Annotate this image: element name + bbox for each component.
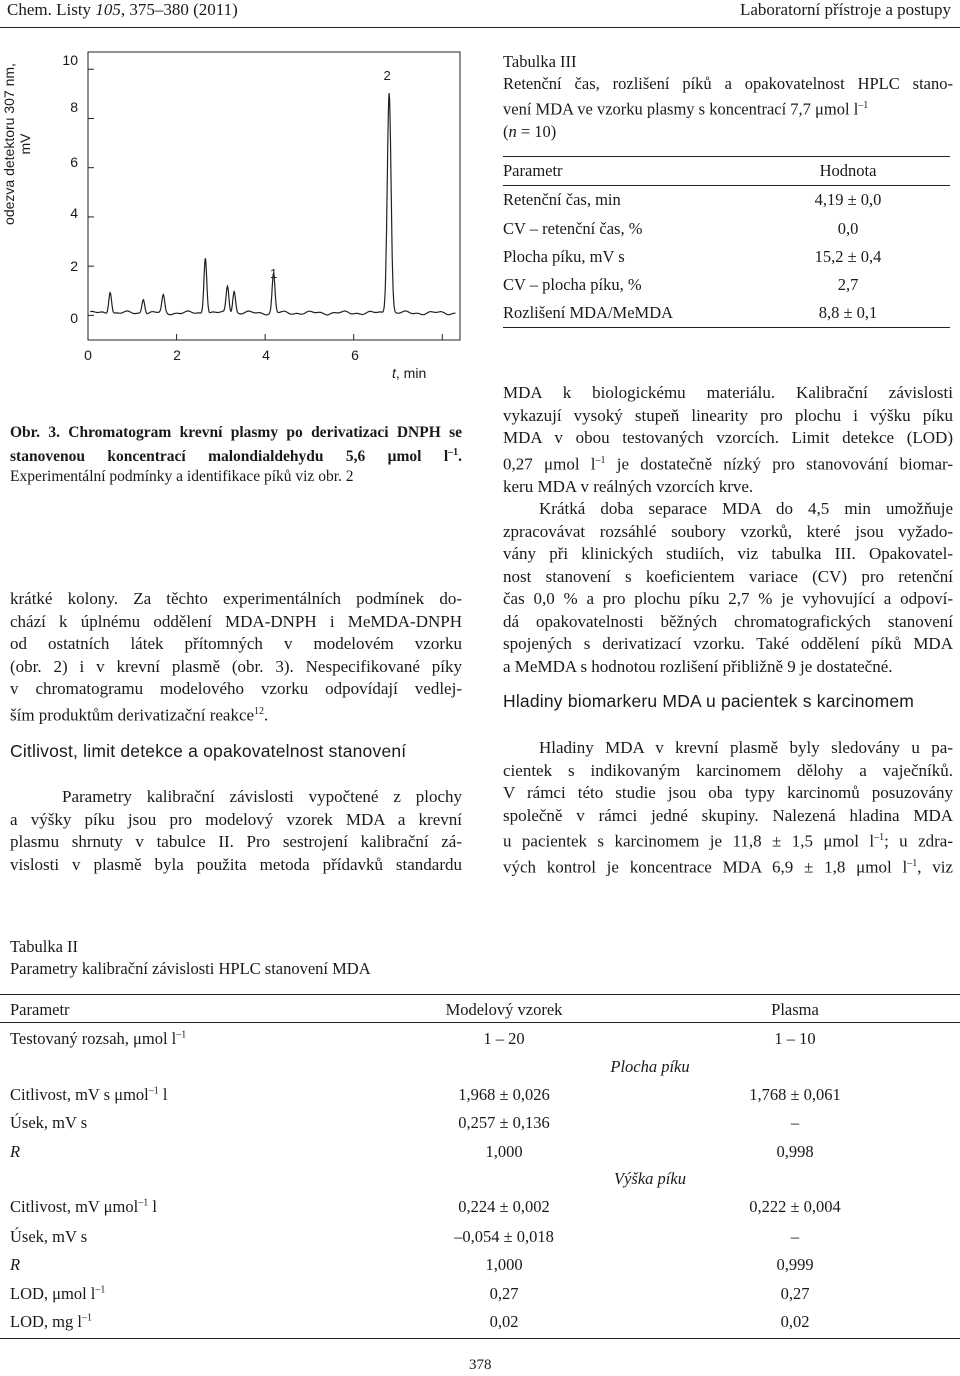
- plot-frame: [88, 52, 460, 340]
- table2-rule-top: [0, 994, 960, 995]
- chromatogram-trace: [90, 93, 455, 315]
- x-tick-label: 6: [351, 347, 359, 363]
- x-tick-label: 4: [262, 347, 270, 363]
- y-tick-label: 8: [70, 99, 78, 115]
- y-tick-label: 2: [70, 258, 78, 274]
- table2-rule-bottom: [0, 1338, 960, 1339]
- table3-rule-mid: [503, 185, 950, 186]
- table2-rule-mid: [0, 1022, 960, 1023]
- x-tick-label: 0: [84, 347, 92, 363]
- body-paragraph: Parametry kalibrační závislosti vypočtené z plochy a výšky píku jsou pro modelový vzorek MDA a krevní plasmu shrnuty v tabulce II. Pro sestrojení kalibrační zá- vislosti v plasmě byla použita metoda přídavků standardu: [10, 787, 462, 874]
- peak-label: 2: [383, 68, 391, 83]
- running-header-right: Laboratorní přístroje a postupy: [739, 0, 951, 19]
- figure-caption: Obr. 3. Chromatogram krevní plasmy po derivatizaci DNPH se stanovenou koncentrací malondialdehydu 5,6 μmol $l^{-1}$. Experimentální podmínky a identifikace píků viz obr. 2: [10, 424, 462, 486]
- y-tick-label: 4: [70, 205, 78, 221]
- chromatogram-plot: [0, 0, 470, 345]
- peak-label: 1: [269, 266, 278, 281]
- table3-rule-top: [503, 156, 950, 157]
- body-paragraph: krátké kolony. Za těchto experimentálních podmínek do- chází k úplnému oddělení MDA-DNPH i MeMDA-DNPH od ostatních látek přítomných v modelovém vzorku (obr. 2) i v krevní plasmě (obr. 3). Nespecifikované píky v chromatogramu modelového vzorku odpovídají vedlej- ším produktům derivatizační reakce$^{12}$.: [10, 589, 462, 725]
- y-tick-label: 10: [62, 52, 78, 68]
- section-heading: Hladiny biomarkeru MDA u pacientek s karcinomem: [503, 691, 915, 711]
- x-tick-label: 2: [173, 347, 181, 363]
- section-heading: Citlivost, limit detekce a opakovatelnost stanovení: [10, 741, 407, 761]
- page-number: 378: [469, 1357, 492, 1373]
- running-header-left: Chem. Listy 105, 375–380 (2011): [7, 0, 238, 19]
- x-axis-label: t, min: [392, 365, 427, 381]
- body-paragraph: MDA k biologickému materiálu. Kalibrační závislosti vykazují vysoký stupeň linearity pro plochu i výšku píku MDA v obou testovaných vzorcích. Limit detekce (LOD) 0,27 μmol $l^{-1}$ je dostatečně nízký pro stanovování biomar- keru MDA v reálných vzorcích krve. Krátká doba separace MDA do 4,5 min umožňuje zpracovávat rozsáhlé soubory vzorků, které jsou vyžado- vány při klinických studiích, viz tabulka III. Opakovatel- nost stanovení s koeficientem variace (CV) pro retenční čas 0,0 % a pro plochu píku 2,7 % je vyhovující a odpoví- dá opakovatelnosti běžných chromatografických stanovení spojených s derivatizací vzorku. Také oddělení píků MDA a MeMDA s hodnotou rozlišení přibližně 9 je dostatečné.: [503, 383, 953, 676]
- body-paragraph: Hladiny MDA v krevní plasmě byly sledovány u pa- cientek s indikovaným karcinomem dělohy a vaječníků. V rámci této studie jsou oba typy karcinomů posuzovány společně v rámci jedné skupiny. Nalezená hladina MDA u pacientek s karcinomem je 11,8 ± 1,5 μmol $l^{-1}$; u zdra- vých kontrol je koncentrace MDA 6,9 ± 1,8 μmol $l^{-1}$, viz: [503, 738, 953, 877]
- table2-caption: Tabulka II Parametry kalibrační závislosti HPLC stanovení MDA: [10, 937, 371, 978]
- y-tick-label: 0: [70, 310, 78, 326]
- table3-rule-bottom: [503, 327, 950, 328]
- y-axis-label: odezva detektoru 307 nm, mV: [1, 63, 33, 225]
- y-tick-label: 6: [70, 154, 78, 170]
- table3-caption: Tabulka III Retenční čas, rozlišení píků a opakovatelnost HPLC stano- vení MDA ve vzorku plasmy s koncentrací 7,7 μmol $l^{-1}$ (n = 10): [503, 52, 953, 141]
